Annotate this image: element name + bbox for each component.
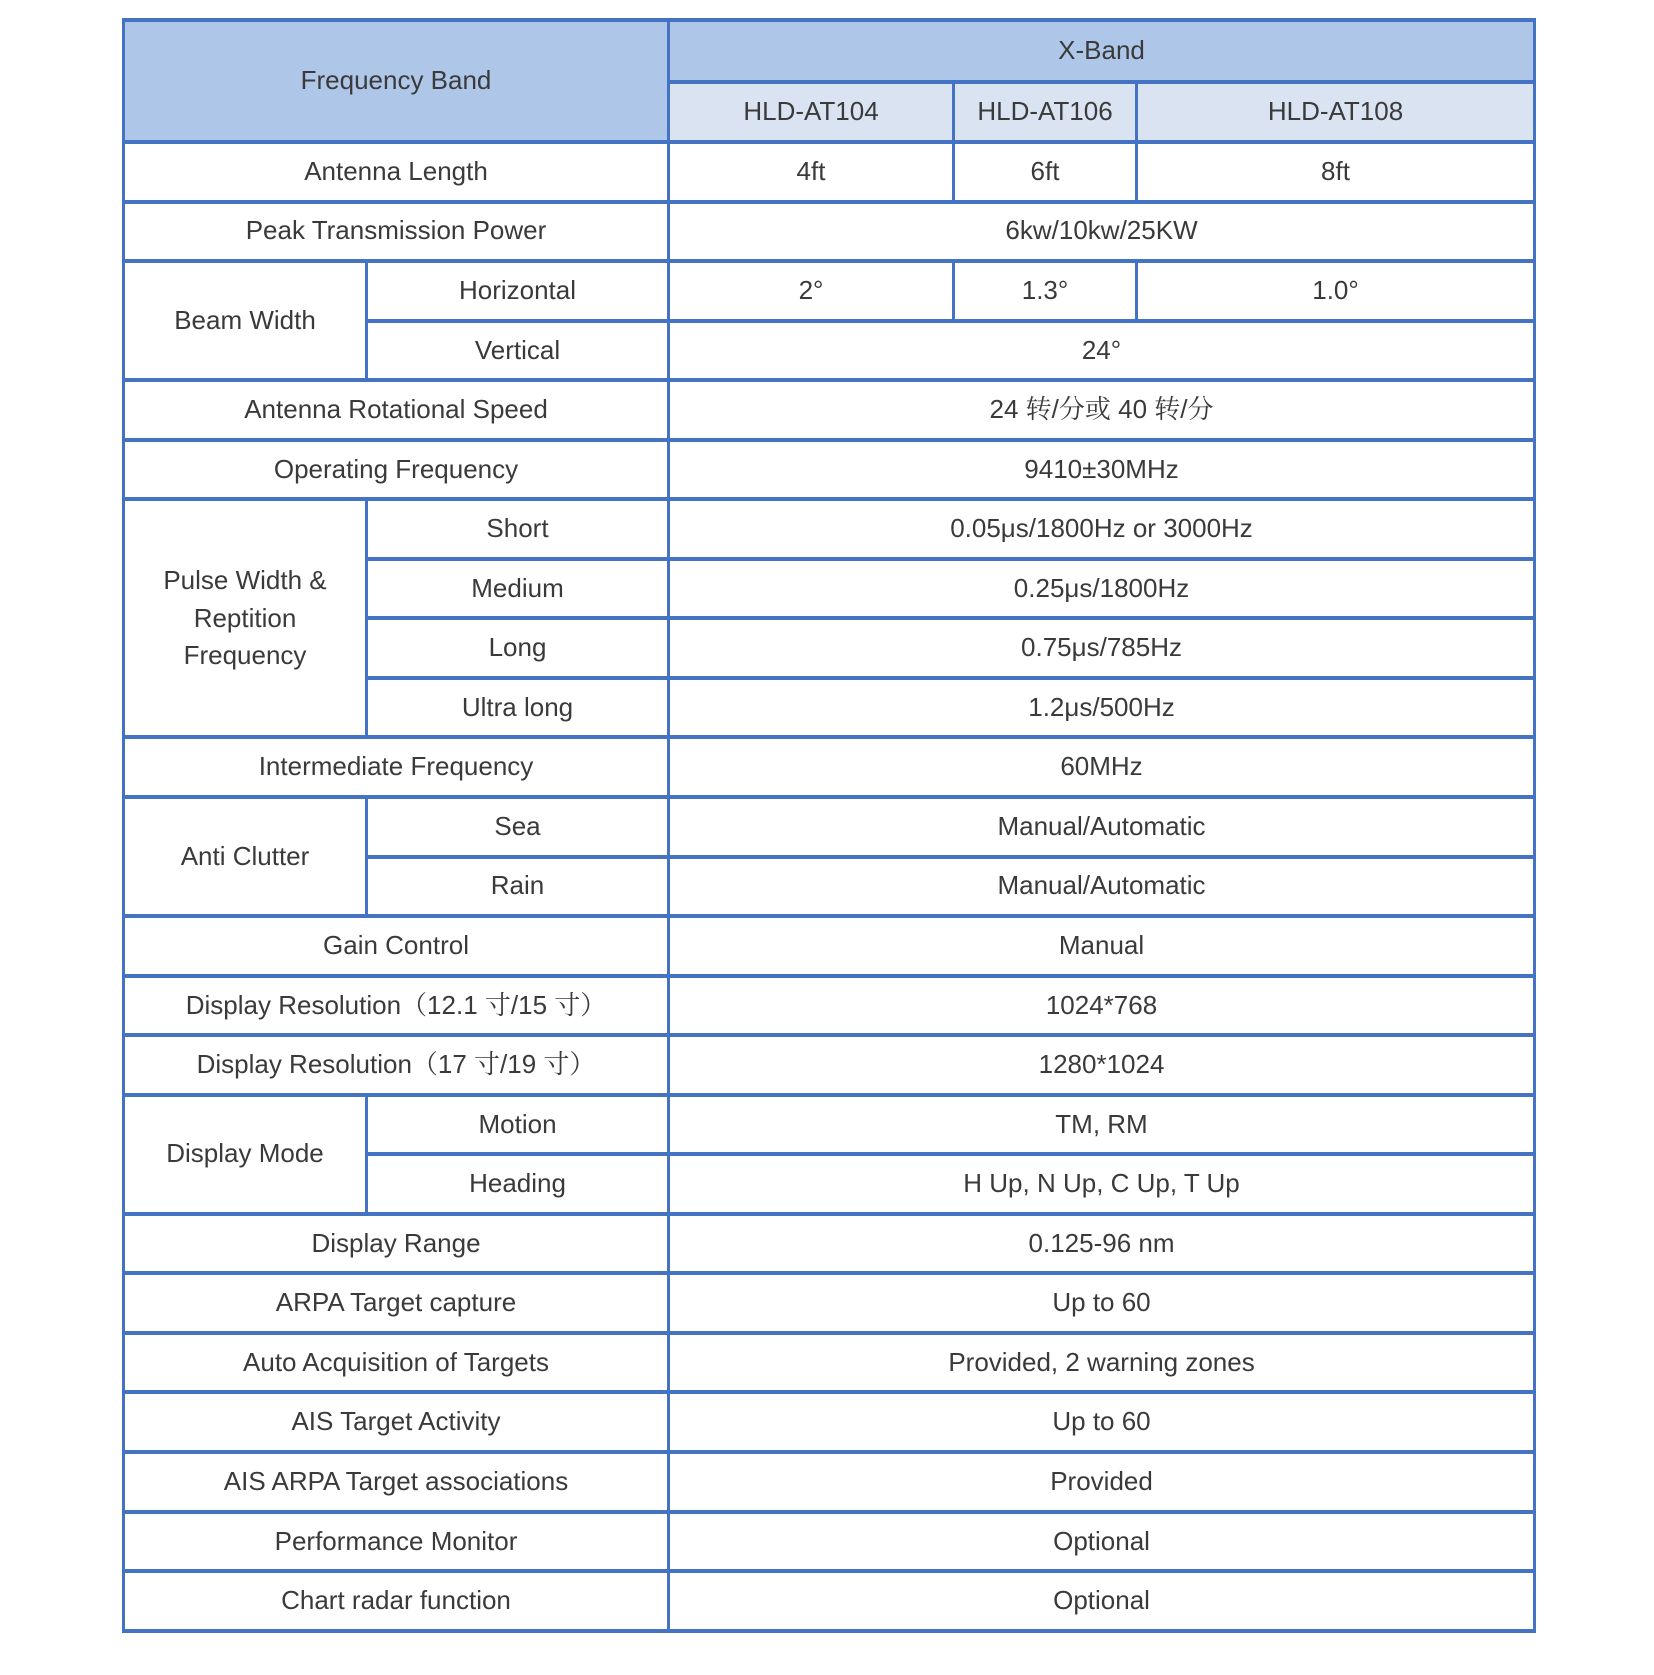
label-beam-width-horizontal: Horizontal	[367, 261, 669, 321]
label-display-range: Display Range	[124, 1214, 669, 1274]
label-intermediate-frequency: Intermediate Frequency	[124, 737, 669, 797]
label-display-mode: Display Mode	[124, 1095, 367, 1214]
label-display-mode-heading: Heading	[367, 1154, 669, 1214]
label-arpa-target-capture: ARPA Target capture	[124, 1273, 669, 1333]
radar-spec-table	[122, 18, 1536, 1633]
value-intermediate-frequency: 60MHz	[669, 737, 1535, 797]
label-operating-frequency: Operating Frequency	[124, 440, 669, 500]
label-anti-clutter-rain: Rain	[367, 857, 669, 917]
value-pulse-long: 0.75μs/785Hz	[669, 618, 1535, 678]
value-anti-clutter-sea: Manual/Automatic	[669, 797, 1535, 857]
header-model-hld-at106: HLD-AT106	[954, 82, 1137, 142]
value-beam-width-horizontal-at108: 1.0°	[1137, 261, 1535, 321]
header-x-band: X-Band	[669, 20, 1535, 82]
label-gain-control: Gain Control	[124, 916, 669, 976]
label-chart-radar-function: Chart radar function	[124, 1571, 669, 1631]
label-peak-transmission-power: Peak Transmission Power	[124, 202, 669, 262]
value-arpa-target-capture: Up to 60	[669, 1273, 1535, 1333]
value-pulse-short: 0.05μs/1800Hz or 3000Hz	[669, 499, 1535, 559]
value-antenna-length-at104: 4ft	[669, 142, 954, 202]
value-beam-width-horizontal-at104: 2°	[669, 261, 954, 321]
label-antenna-length: Antenna Length	[124, 142, 669, 202]
value-performance-monitor: Optional	[669, 1512, 1535, 1572]
value-operating-frequency: 9410±30MHz	[669, 440, 1535, 500]
label-display-mode-motion: Motion	[367, 1095, 669, 1155]
label-anti-clutter-sea: Sea	[367, 797, 669, 857]
label-pulse-medium: Medium	[367, 559, 669, 619]
label-ais-arpa-target-associations: AIS ARPA Target associations	[124, 1452, 669, 1512]
value-peak-transmission-power: 6kw/10kw/25KW	[669, 202, 1535, 262]
header-frequency-band: Frequency Band	[124, 20, 669, 142]
label-beam-width: Beam Width	[124, 261, 367, 380]
value-ais-arpa-target-associations: Provided	[669, 1452, 1535, 1512]
label-display-resolution-17-19: Display Resolution（17 寸/19 寸）	[124, 1035, 669, 1095]
header-model-hld-at104: HLD-AT104	[669, 82, 954, 142]
value-beam-width-vertical: 24°	[669, 321, 1535, 381]
value-ais-target-activity: Up to 60	[669, 1392, 1535, 1452]
value-anti-clutter-rain: Manual/Automatic	[669, 857, 1535, 917]
value-auto-acquisition-of-targets: Provided, 2 warning zones	[669, 1333, 1535, 1393]
label-display-resolution-12-15: Display Resolution（12.1 寸/15 寸）	[124, 976, 669, 1036]
value-display-range: 0.125-96 nm	[669, 1214, 1535, 1274]
value-antenna-length-at106: 6ft	[954, 142, 1137, 202]
value-antenna-length-at108: 8ft	[1137, 142, 1535, 202]
label-antenna-rotational-speed: Antenna Rotational Speed	[124, 380, 669, 440]
label-pulse-long: Long	[367, 618, 669, 678]
label-pulse-width-repetition-frequency: Pulse Width & Reptition Frequency	[124, 499, 367, 737]
value-display-mode-heading: H Up, N Up, C Up, T Up	[669, 1154, 1535, 1214]
value-beam-width-horizontal-at106: 1.3°	[954, 261, 1137, 321]
value-gain-control: Manual	[669, 916, 1535, 976]
value-chart-radar-function: Optional	[669, 1571, 1535, 1631]
label-auto-acquisition-of-targets: Auto Acquisition of Targets	[124, 1333, 669, 1393]
value-display-mode-motion: TM, RM	[669, 1095, 1535, 1155]
label-ais-target-activity: AIS Target Activity	[124, 1392, 669, 1452]
header-model-hld-at108: HLD-AT108	[1137, 82, 1535, 142]
label-beam-width-vertical: Vertical	[367, 321, 669, 381]
value-pulse-ultra-long: 1.2μs/500Hz	[669, 678, 1535, 738]
value-pulse-medium: 0.25μs/1800Hz	[669, 559, 1535, 619]
label-performance-monitor: Performance Monitor	[124, 1512, 669, 1572]
value-display-resolution-17-19: 1280*1024	[669, 1035, 1535, 1095]
label-pulse-ultra-long: Ultra long	[367, 678, 669, 738]
label-anti-clutter: Anti Clutter	[124, 797, 367, 916]
label-pulse-short: Short	[367, 499, 669, 559]
value-display-resolution-12-15: 1024*768	[669, 976, 1535, 1036]
value-antenna-rotational-speed: 24 转/分或 40 转/分	[669, 380, 1535, 440]
